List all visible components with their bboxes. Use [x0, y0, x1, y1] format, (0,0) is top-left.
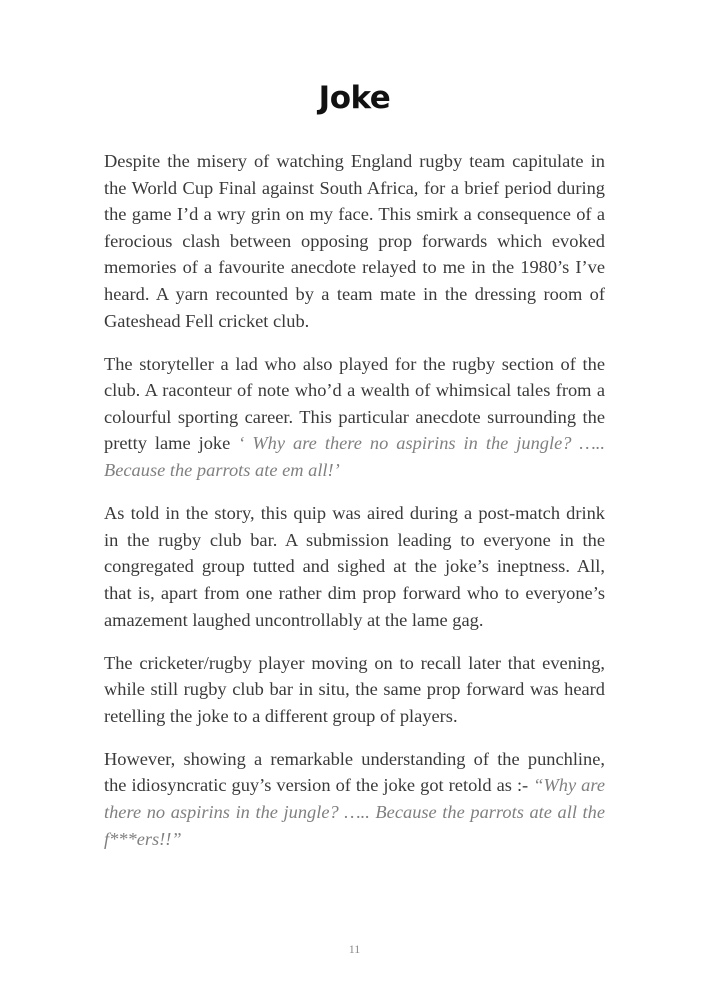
page-number: 11	[348, 942, 361, 956]
page-title: Joke	[318, 80, 391, 116]
paragraph-5	[104, 746, 605, 852]
body-text	[104, 148, 605, 869]
paragraph-3: As told in the story, this quip was aired during a post-match drink in the rugby club bar. A submission leading to everyone in the congregated group tutted and sighed at the joke’s ineptness. All, that is, apart from one rather dim prop forward who to everyone’s amazement laughed uncontrollably at the lame gag.	[104, 503, 605, 630]
paragraph-2-text: The storyteller a lad who also played for the rugby section of the club. A raconteur of note who’d a wealth of whimsical tales from a colourful sporting career. This particular anecdote surrounding the pretty lame joke	[104, 353, 605, 454]
paragraph-5-text: However, showing a remarkable understanding of the punchline, the idiosyncratic guy’s version of the joke got retold as :-	[104, 748, 605, 796]
joke-quote-original: ‘ Why are there no aspirins in the jungle? ….. Because the parrots ate em all!’	[104, 433, 605, 481]
joke-quote-retold: “Why are there no aspirins in the jungle? ….. Because the parrots ate all the f***ers!!”	[104, 775, 606, 849]
paragraph-1: Despite the misery of watching England rugby team capitulate in the World Cup Final against South Africa, for a brief period during the game I’d a wry grin on my face. This smirk a consequence of a ferocious clash between opposing prop forwards which evoked memories of a favourite anecdote relayed to me in the 1980’s I’ve heard. A yarn recounted by a team mate in the dressing room of Gateshead Fell cricket club.	[104, 151, 605, 331]
paragraph-4: The cricketer/rugby player moving on to recall later that evening, while still rugby club bar in situ, the same prop forward was heard retelling the joke to a different group of players.	[104, 652, 605, 726]
paragraph-2	[104, 351, 605, 484]
